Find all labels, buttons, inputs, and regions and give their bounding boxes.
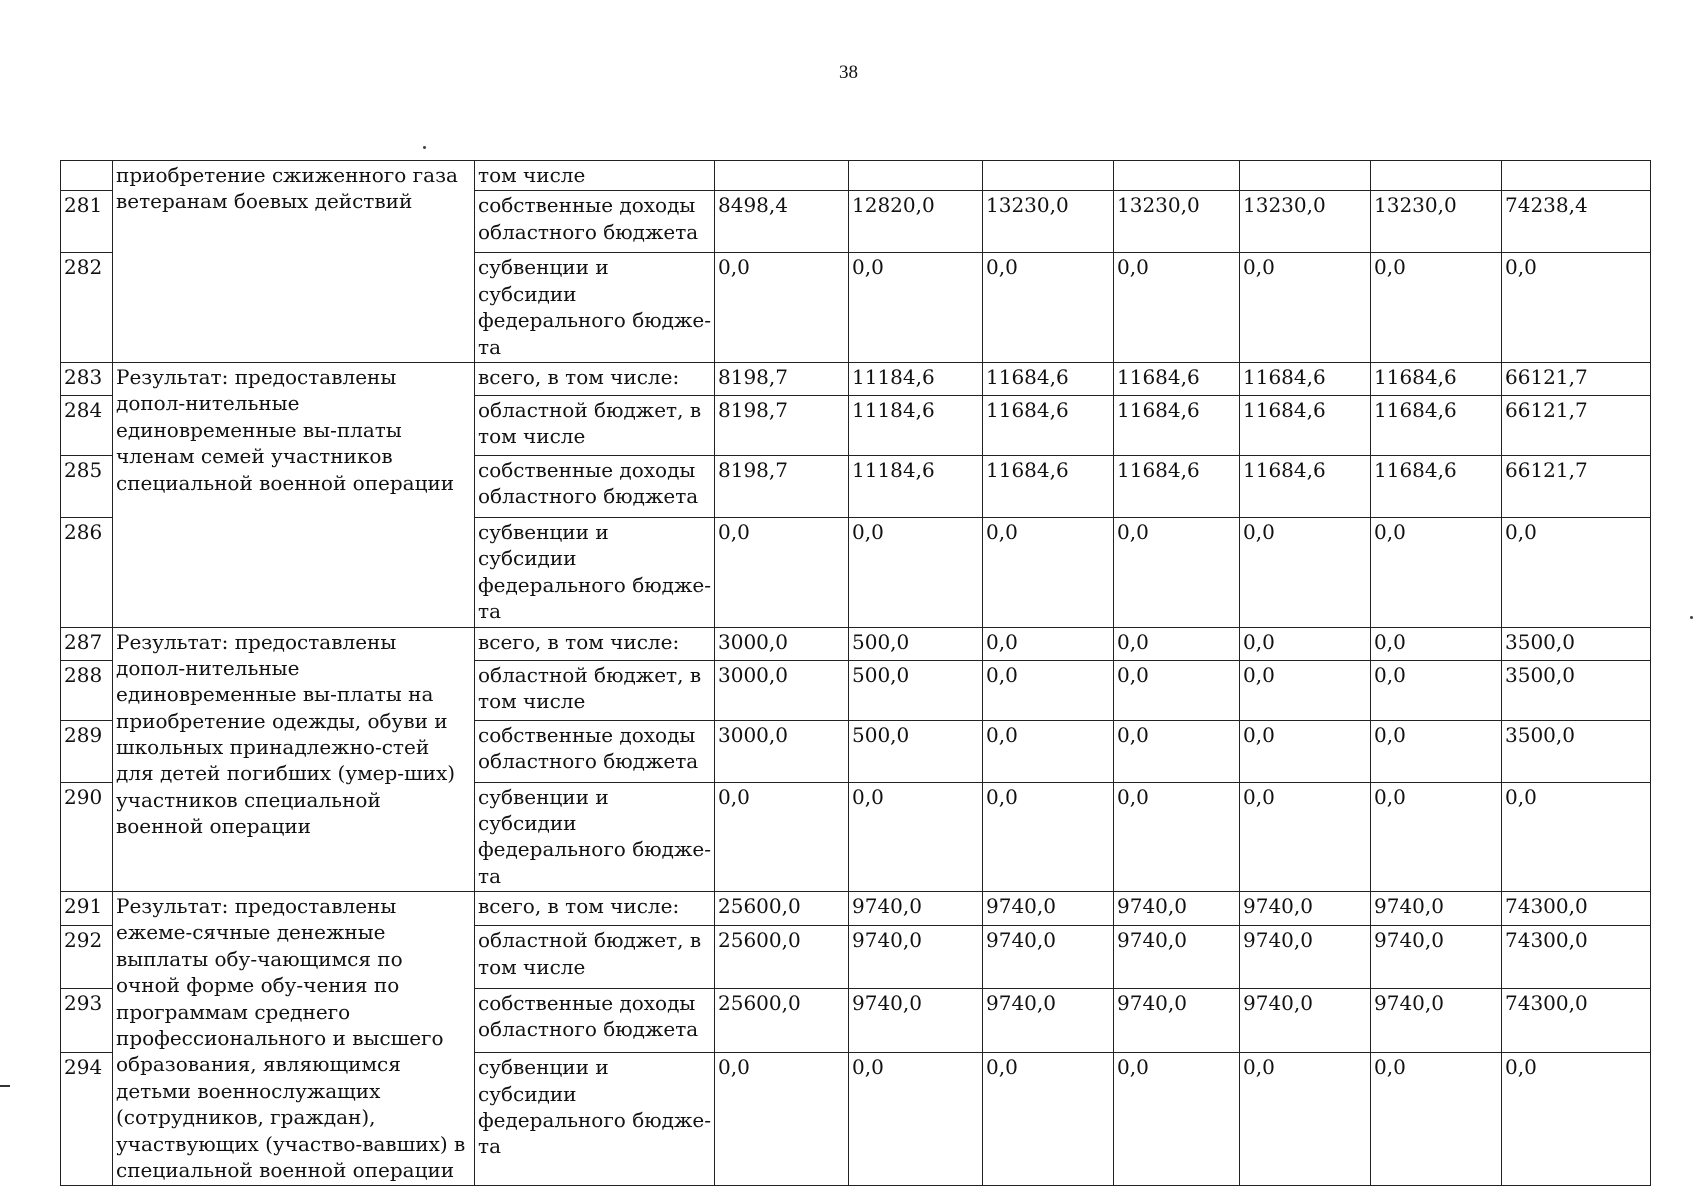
measure-description: Результат: предоставлены допол-нительные единовременные вы-платы членам семей участников специальной военной операции: [113, 362, 475, 627]
total-cell: 0,0: [1502, 253, 1651, 363]
value-cell: 11684,6: [1240, 395, 1371, 455]
value-cell: 0,0: [715, 782, 849, 892]
value-cell: 0,0: [1371, 627, 1502, 660]
row-number: 288: [61, 660, 113, 720]
value-cell: 11184,6: [849, 362, 983, 395]
total-cell: 66121,7: [1502, 395, 1651, 455]
value-cell: 500,0: [849, 720, 983, 782]
value-cell: 9740,0: [983, 892, 1114, 926]
value-cell: 0,0: [983, 660, 1114, 720]
measure-description: Результат: предоставлены допол-нительные единовременные вы-платы на приобретение одежды, обуви и школьных принадлежно-стей для детей погибших (умер-ших) участников специальной военной операции: [113, 627, 475, 892]
funding-source: всего, в том числе:: [475, 627, 715, 660]
value-cell: 0,0: [1114, 660, 1240, 720]
value-cell: 9740,0: [1114, 988, 1240, 1052]
funding-source: всего, в том числе:: [475, 362, 715, 395]
value-cell: 0,0: [1371, 253, 1502, 363]
value-cell: 11684,6: [983, 455, 1114, 517]
value-cell: 13230,0: [1114, 191, 1240, 253]
value-cell: 0,0: [715, 517, 849, 627]
value-cell: 0,0: [983, 720, 1114, 782]
value-cell: 0,0: [849, 253, 983, 363]
value-cell: 9740,0: [1114, 892, 1240, 926]
total-cell: 66121,7: [1502, 455, 1651, 517]
value-cell: 9740,0: [849, 892, 983, 926]
row-number: 294: [61, 1053, 113, 1186]
value-cell: 9740,0: [1240, 988, 1371, 1052]
value-cell: 0,0: [849, 517, 983, 627]
total-cell: 3500,0: [1502, 627, 1651, 660]
table-row: [61, 362, 1651, 395]
value-cell: [715, 161, 849, 191]
value-cell: [1240, 161, 1371, 191]
row-number: 282: [61, 253, 113, 363]
scan-speck: [423, 146, 426, 149]
table-body: [61, 161, 1651, 1186]
value-cell: 11684,6: [1371, 395, 1502, 455]
row-number: 289: [61, 720, 113, 782]
value-cell: 8198,7: [715, 455, 849, 517]
value-cell: 0,0: [1240, 627, 1371, 660]
budget-table: [60, 160, 1651, 1186]
value-cell: 9740,0: [849, 988, 983, 1052]
value-cell: 0,0: [1371, 517, 1502, 627]
value-cell: 0,0: [1371, 660, 1502, 720]
value-cell: 0,0: [1114, 627, 1240, 660]
row-number: 281: [61, 191, 113, 253]
row-number: 287: [61, 627, 113, 660]
value-cell: 25600,0: [715, 988, 849, 1052]
value-cell: 0,0: [1240, 1053, 1371, 1186]
value-cell: 0,0: [1114, 517, 1240, 627]
value-cell: 0,0: [983, 782, 1114, 892]
value-cell: 11684,6: [1240, 362, 1371, 395]
value-cell: 0,0: [1114, 720, 1240, 782]
value-cell: 25600,0: [715, 926, 849, 988]
funding-source: субвенции и субсидии федерального бюдже-та: [475, 517, 715, 627]
value-cell: 0,0: [1371, 782, 1502, 892]
value-cell: 3000,0: [715, 720, 849, 782]
value-cell: 0,0: [849, 782, 983, 892]
value-cell: 3000,0: [715, 627, 849, 660]
value-cell: 11684,6: [1371, 455, 1502, 517]
row-number: [61, 161, 113, 191]
value-cell: 11684,6: [1240, 455, 1371, 517]
row-number: 284: [61, 395, 113, 455]
value-cell: 500,0: [849, 660, 983, 720]
value-cell: 13230,0: [1371, 191, 1502, 253]
total-cell: 74300,0: [1502, 926, 1651, 988]
value-cell: 25600,0: [715, 892, 849, 926]
total-cell: 3500,0: [1502, 720, 1651, 782]
total-cell: 74238,4: [1502, 191, 1651, 253]
value-cell: 3000,0: [715, 660, 849, 720]
funding-source: областной бюджет, в том числе: [475, 395, 715, 455]
row-number: 291: [61, 892, 113, 926]
value-cell: [983, 161, 1114, 191]
table-row: [61, 627, 1651, 660]
value-cell: 11684,6: [1114, 362, 1240, 395]
value-cell: 11684,6: [1114, 395, 1240, 455]
funding-source: собственные доходы областного бюджета: [475, 720, 715, 782]
value-cell: 9740,0: [983, 988, 1114, 1052]
value-cell: [849, 161, 983, 191]
value-cell: 0,0: [715, 253, 849, 363]
value-cell: 9740,0: [983, 926, 1114, 988]
row-number: 283: [61, 362, 113, 395]
value-cell: 11684,6: [983, 362, 1114, 395]
value-cell: 9740,0: [849, 926, 983, 988]
margin-mark: [0, 1085, 10, 1087]
funding-source: областной бюджет, в том числе: [475, 926, 715, 988]
value-cell: 11684,6: [1114, 455, 1240, 517]
value-cell: 9740,0: [1371, 926, 1502, 988]
total-cell: [1502, 161, 1651, 191]
value-cell: 0,0: [1240, 517, 1371, 627]
funding-source: собственные доходы областного бюджета: [475, 455, 715, 517]
total-cell: 66121,7: [1502, 362, 1651, 395]
funding-source: субвенции и субсидии федерального бюдже-та: [475, 253, 715, 363]
value-cell: 0,0: [983, 517, 1114, 627]
value-cell: 9740,0: [1371, 988, 1502, 1052]
measure-description: приобретение сжиженного газа ветеранам боевых действий: [113, 161, 475, 363]
value-cell: 0,0: [983, 253, 1114, 363]
row-number: 292: [61, 926, 113, 988]
funding-source: областной бюджет, в том числе: [475, 660, 715, 720]
value-cell: 0,0: [1240, 253, 1371, 363]
value-cell: 13230,0: [1240, 191, 1371, 253]
value-cell: 11184,6: [849, 455, 983, 517]
value-cell: 0,0: [1371, 1053, 1502, 1186]
value-cell: 8198,7: [715, 362, 849, 395]
value-cell: 0,0: [983, 1053, 1114, 1186]
value-cell: 0,0: [1240, 782, 1371, 892]
value-cell: 0,0: [1240, 660, 1371, 720]
scan-speck: [1690, 616, 1693, 619]
page-number: 38: [839, 62, 858, 83]
funding-source: субвенции и субсидии федерального бюдже-та: [475, 782, 715, 892]
row-number: 293: [61, 988, 113, 1052]
total-cell: 74300,0: [1502, 892, 1651, 926]
value-cell: 0,0: [983, 627, 1114, 660]
row-number: 290: [61, 782, 113, 892]
value-cell: 0,0: [1114, 1053, 1240, 1186]
measure-description: Результат: предоставлены ежеме-сячные денежные выплаты обу-чающимся по очной форме обу-чения по программам среднего профессионального и высшего образования, являющимся детьми военнослужащих (сотрудников, граждан), участвующих (участво-вавших) в специальной военной операции: [113, 892, 475, 1186]
value-cell: 8198,7: [715, 395, 849, 455]
value-cell: 11184,6: [849, 395, 983, 455]
funding-source: всего, в том числе:: [475, 892, 715, 926]
row-number: 286: [61, 517, 113, 627]
funding-source: том числе: [475, 161, 715, 191]
value-cell: 500,0: [849, 627, 983, 660]
funding-source: собственные доходы областного бюджета: [475, 988, 715, 1052]
value-cell: 9740,0: [1371, 892, 1502, 926]
funding-source: собственные доходы областного бюджета: [475, 191, 715, 253]
value-cell: 11684,6: [1371, 362, 1502, 395]
value-cell: 9740,0: [1240, 926, 1371, 988]
value-cell: 0,0: [715, 1053, 849, 1186]
value-cell: 0,0: [1371, 720, 1502, 782]
total-cell: 0,0: [1502, 782, 1651, 892]
value-cell: [1371, 161, 1502, 191]
value-cell: 11684,6: [983, 395, 1114, 455]
total-cell: 0,0: [1502, 517, 1651, 627]
value-cell: 13230,0: [983, 191, 1114, 253]
row-number: 285: [61, 455, 113, 517]
value-cell: 9740,0: [1240, 892, 1371, 926]
value-cell: 0,0: [1114, 782, 1240, 892]
value-cell: 8498,4: [715, 191, 849, 253]
value-cell: 0,0: [1240, 720, 1371, 782]
total-cell: 3500,0: [1502, 660, 1651, 720]
value-cell: [1114, 161, 1240, 191]
total-cell: 74300,0: [1502, 988, 1651, 1052]
value-cell: 9740,0: [1114, 926, 1240, 988]
funding-source: субвенции и субсидии федерального бюдже-та: [475, 1053, 715, 1186]
table-row: [61, 892, 1651, 926]
value-cell: 12820,0: [849, 191, 983, 253]
value-cell: 0,0: [849, 1053, 983, 1186]
value-cell: 0,0: [1114, 253, 1240, 363]
table-row: [61, 161, 1651, 191]
total-cell: 0,0: [1502, 1053, 1651, 1186]
